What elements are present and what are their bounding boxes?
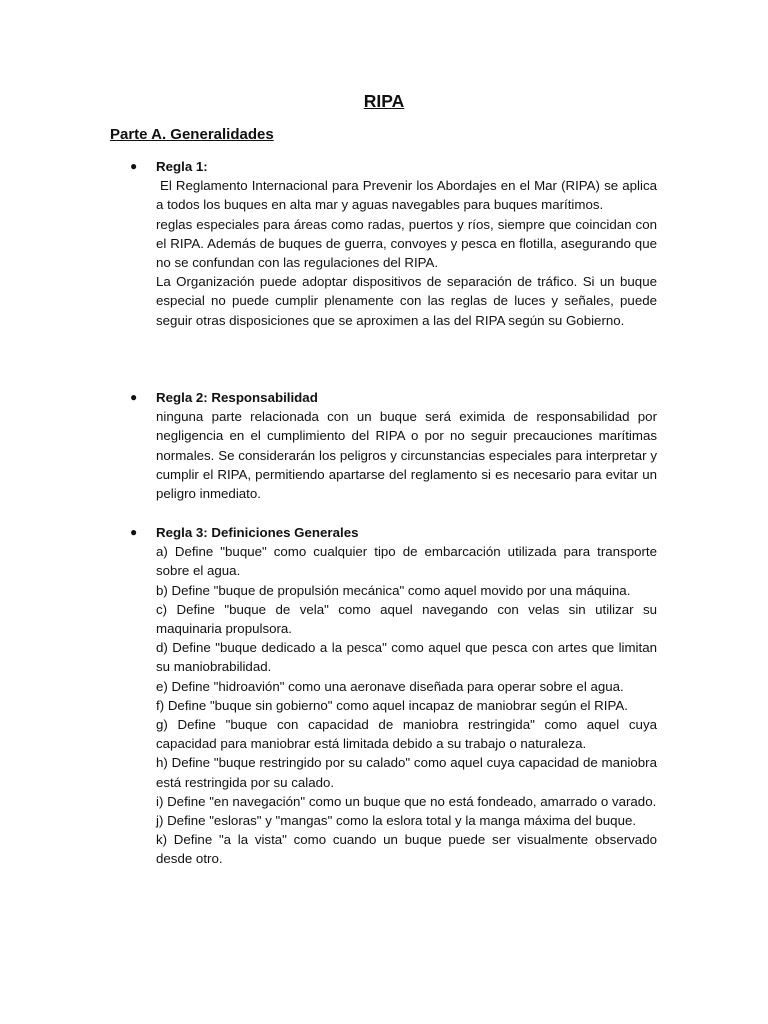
rule-paragraph: reglas especiales para áreas como radas, puertos y ríos, siempre que coincidan con el RIPA. Además de buques de guerra, convoyes y pesca en flotilla, asegurando que no se confundan con las regulaciones del RIPA. <box>156 216 657 271</box>
rule-title: Regla 2: Responsabilidad <box>156 390 318 405</box>
definition-item: f) Define "buque sin gobierno" como aquel incapaz de maniobrar según el RIPA. <box>156 697 628 713</box>
definition-item: a) Define "buque" como cualquier tipo de embarcación utilizada para transporte sobre el agua. <box>156 544 657 579</box>
definition-item: d) Define "buque dedicado a la pesca" como aquel que pesca con artes que limitan su maniobrabilidad. <box>156 640 657 675</box>
rule-3 <box>130 523 657 869</box>
definition-item: e) Define "hidroavión" como una aeronave diseñada para operar sobre el agua. <box>156 678 624 694</box>
bullet-icon: ● <box>130 390 138 404</box>
bullet-icon: ● <box>130 525 138 539</box>
rule-paragraph: La Organización puede adoptar dispositivos de separación de tráfico. Si un buque especial no puede cumplir plenamente con las reglas de luces y señales, puede seguir otras disposiciones que se aproximen a las del RIPA según su Gobierno. <box>156 274 657 328</box>
rule-1 <box>130 157 657 330</box>
definition-item: b) Define "buque de propulsión mecánica" como aquel movido por una máquina. <box>156 582 631 598</box>
rule-paragraph: El Reglamento Internacional para Prevenir los Abordajes en el Mar (RIPA) se aplica a todos los buques en alta mar y aguas navegables para buques marítimos. <box>156 178 657 213</box>
rule-2 <box>130 388 657 503</box>
definition-item: g) Define "buque con capacidad de maniobra restringida" como aquel cuya capacidad para maniobrar está limitada debido a su trabajo o naturaleza. <box>156 717 657 752</box>
document-title: RIPA <box>363 91 405 111</box>
bullet-icon: ● <box>130 159 138 173</box>
rule-title: Regla 1: <box>156 159 208 174</box>
definition-item: k) Define "a la vista" como cuando un buque puede ser visualmente observado desde otro. <box>156 832 657 867</box>
definition-item: j) Define "esloras" y "mangas" como la eslora total y la manga máxima del buque. <box>156 813 637 829</box>
definition-item: c) Define "buque de vela" como aquel navegando con velas sin utilizar su maquinaria propulsora. <box>156 601 657 637</box>
definition-item: i) Define "en navegación" como un buque que no está fondeado, amarrado o varado. <box>156 793 657 809</box>
rule-paragraph: ninguna parte relacionada con un buque será eximida de responsabilidad por negligencia en el cumplimiento del RIPA o por no seguir precauciones marítimas normales. Se considerarán los peligros y circunstancias especiales para interpretar y cumplir el RIPA, permitiendo apartarse del reglamento si es necesario para evitar un peligro inmediato. <box>156 409 657 502</box>
rule-title: Regla 3: Definiciones Generales <box>156 525 359 540</box>
section-heading: Parte A. Generalidades <box>110 126 274 143</box>
definition-item: h) Define "buque restringido por su calado" como aquel cuya capacidad de maniobra está restringida por su calado. <box>156 755 657 790</box>
